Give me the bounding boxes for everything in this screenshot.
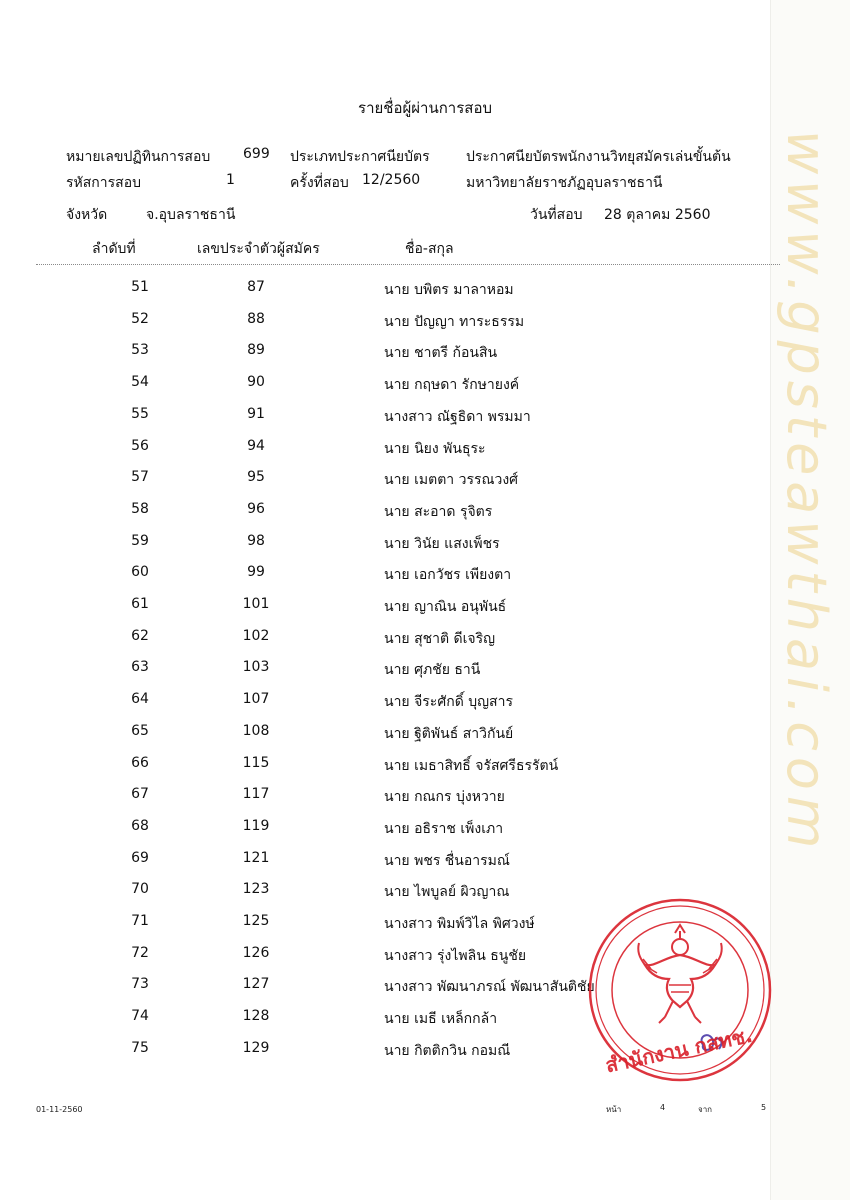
stamp-text: สำนักงาน กสทช.	[603, 1022, 755, 1078]
row-applicant-id: 96	[247, 500, 265, 517]
row-order-number: 63	[131, 659, 149, 676]
table-row	[0, 279, 770, 303]
cert-type-value: ประกาศนียบัตรพนักงานวิทยุสมัครเล่นขั้นต้น	[466, 149, 731, 165]
page-label: หน้า	[606, 1105, 622, 1114]
row-full-name: นาย วินัย แสงเพ็ชร	[384, 535, 500, 552]
row-applicant-id: 123	[242, 881, 270, 898]
row-full-name: นาย นิยง พันธุระ	[384, 440, 486, 457]
row-applicant-id: 101	[242, 596, 270, 612]
exam-calendar-label: หมายเลขปฏิทินการสอบ	[66, 149, 211, 165]
watermark: www.gpsteawthai.com	[775, 130, 838, 855]
table-row	[0, 755, 770, 779]
row-order-number: 56	[131, 437, 149, 454]
row-full-name: นาย เมธี เหล็กกล้า	[384, 1011, 498, 1028]
row-applicant-id: 103	[242, 659, 270, 676]
row-applicant-id: 117	[242, 786, 270, 803]
row-order-number: 70	[131, 881, 149, 898]
row-applicant-id: 89	[247, 342, 265, 359]
row-full-name: นาย ชาตรี ก้อนสิน	[384, 345, 498, 362]
row-applicant-id: 98	[247, 532, 265, 549]
row-order-number: 67	[131, 786, 149, 803]
table-row	[0, 691, 770, 715]
row-applicant-id: 94	[247, 437, 265, 454]
row-applicant-id: 90	[247, 374, 265, 391]
cert-type-label: ประเภทประกาศนียบัตร	[290, 149, 430, 165]
table-row	[0, 342, 770, 366]
row-full-name: นาย สุชาติ ดีเจริญ	[384, 630, 496, 647]
table-row	[0, 786, 770, 810]
province-value: จ.อุบลราชธานี	[146, 207, 236, 223]
row-order-number: 68	[131, 817, 149, 834]
row-order-number: 71	[131, 913, 149, 929]
row-order-number: 59	[131, 532, 149, 549]
table-row	[0, 438, 770, 462]
row-full-name: นาย ญาณิน อนุพันธ์	[384, 599, 507, 615]
row-applicant-id: 125	[242, 913, 270, 929]
row-full-name: นางสาว พิมพ์วิไล พิศวงษ์	[384, 916, 535, 932]
exam-code-value: 1	[226, 172, 235, 188]
row-order-number: 54	[131, 374, 149, 391]
table-row	[0, 469, 770, 493]
print-date: 01-11-2560	[36, 1105, 83, 1114]
row-order-number: 57	[131, 469, 149, 486]
row-full-name: นาย ปัญญา ทาระธรรม	[384, 313, 525, 330]
row-applicant-id: 126	[242, 944, 270, 961]
table-row	[0, 818, 770, 842]
round-label: ครั้งที่สอบ	[290, 175, 349, 191]
row-order-number: 51	[131, 279, 149, 295]
table-row	[0, 596, 770, 620]
table-row	[0, 311, 770, 335]
row-order-number: 53	[131, 342, 149, 359]
row-applicant-id: 127	[242, 976, 270, 993]
row-order-number: 60	[131, 564, 149, 581]
table-row	[0, 628, 770, 652]
exam-date-value: 28 ตุลาคม 2560	[604, 207, 711, 223]
row-full-name: นาย กณกร บุ่งหวาย	[384, 789, 505, 806]
row-applicant-id: 121	[242, 849, 270, 866]
row-full-name: นาย ไพบูลย์ ผิวญาณ	[384, 884, 510, 901]
province-label: จังหวัด	[66, 207, 108, 223]
row-full-name: นาย พชร ชื่นอารมณ์	[384, 852, 510, 869]
page-title: รายชื่อผู้ผ่านการสอบ	[358, 99, 492, 117]
row-order-number: 61	[131, 596, 149, 612]
row-full-name: นาย กิตติกวิน กอมณี	[384, 1042, 511, 1059]
venue-value: มหาวิทยาลัยราชภัฏอุบลราชธานี	[466, 175, 663, 191]
row-applicant-id: 119	[242, 817, 270, 834]
exam-code-label: รหัสการสอบ	[66, 175, 141, 191]
row-full-name: นาย ฐิติพันธ์ สาวิกันย์	[384, 725, 514, 742]
row-order-number: 55	[131, 405, 149, 422]
column-header-applicant-id: เลขประจำตัวผู้สมัคร	[197, 241, 320, 257]
table-row	[0, 533, 770, 557]
row-order-number: 62	[131, 627, 149, 644]
row-order-number: 52	[131, 310, 149, 327]
row-full-name: นาย อธิราช เพ็งเภา	[384, 820, 504, 837]
official-seal-stamp	[585, 895, 775, 1085]
row-applicant-id: 107	[242, 691, 270, 708]
row-order-number: 58	[131, 500, 149, 517]
row-applicant-id: 88	[247, 310, 265, 327]
table-row	[0, 723, 770, 747]
table-row	[0, 564, 770, 588]
row-applicant-id: 102	[242, 627, 270, 644]
row-applicant-id: 129	[242, 1039, 270, 1056]
column-header-name: ชื่อ-สกุล	[405, 241, 454, 257]
row-full-name: นางสาว ณัฐธิดา พรมมา	[384, 408, 531, 425]
page-total: 5	[761, 1103, 767, 1112]
row-order-number: 69	[131, 849, 149, 866]
row-full-name: นาย กฤษดา รักษายงค์	[384, 377, 520, 394]
exam-calendar-value: 699	[243, 146, 270, 162]
row-applicant-id: 128	[242, 1008, 270, 1025]
row-full-name: นาย จีระศักดิ์ บุญสาร	[384, 694, 513, 711]
table-row	[0, 501, 770, 525]
row-order-number: 72	[131, 944, 149, 961]
page-number: 4	[660, 1103, 666, 1112]
row-full-name: นาย เอกวัชร เพียงตา	[384, 567, 512, 584]
round-value: 12/2560	[362, 172, 421, 188]
row-applicant-id: 115	[242, 754, 270, 771]
row-full-name: นาย สะอาด รุจิตร	[384, 503, 493, 520]
row-full-name: นาย เมธาสิทธิ์ จรัสศรีธรรัตน์	[384, 757, 559, 774]
row-applicant-id: 99	[247, 564, 265, 581]
row-full-name: นาย บพิตร มาลาหอม	[384, 282, 514, 298]
of-label: จาก	[698, 1105, 713, 1114]
table-row	[0, 659, 770, 683]
exam-date-label: วันที่สอบ	[530, 207, 583, 223]
row-order-number: 75	[131, 1039, 149, 1056]
table-row	[0, 406, 770, 430]
row-applicant-id: 91	[247, 405, 265, 422]
row-order-number: 73	[131, 976, 149, 993]
row-full-name: นาย ศุภชัย ธานี	[384, 662, 481, 679]
row-full-name: นางสาว รุ่งไพลิน ธนูชัย	[384, 947, 527, 964]
row-order-number: 74	[131, 1008, 149, 1025]
row-order-number: 65	[131, 722, 149, 739]
header-divider	[36, 264, 780, 265]
row-full-name: นางสาว พัฒนาภรณ์ พัฒนาสันติชัย	[384, 979, 595, 996]
row-applicant-id: 87	[247, 279, 265, 295]
row-full-name: นาย เมตตา วรรณวงศ์	[384, 472, 519, 489]
table-row	[0, 374, 770, 398]
column-header-order: ลำดับที่	[92, 241, 136, 257]
row-applicant-id: 108	[242, 722, 270, 739]
table-row	[0, 850, 770, 874]
row-order-number: 66	[131, 754, 149, 771]
row-applicant-id: 95	[247, 469, 265, 486]
row-order-number: 64	[131, 691, 149, 708]
